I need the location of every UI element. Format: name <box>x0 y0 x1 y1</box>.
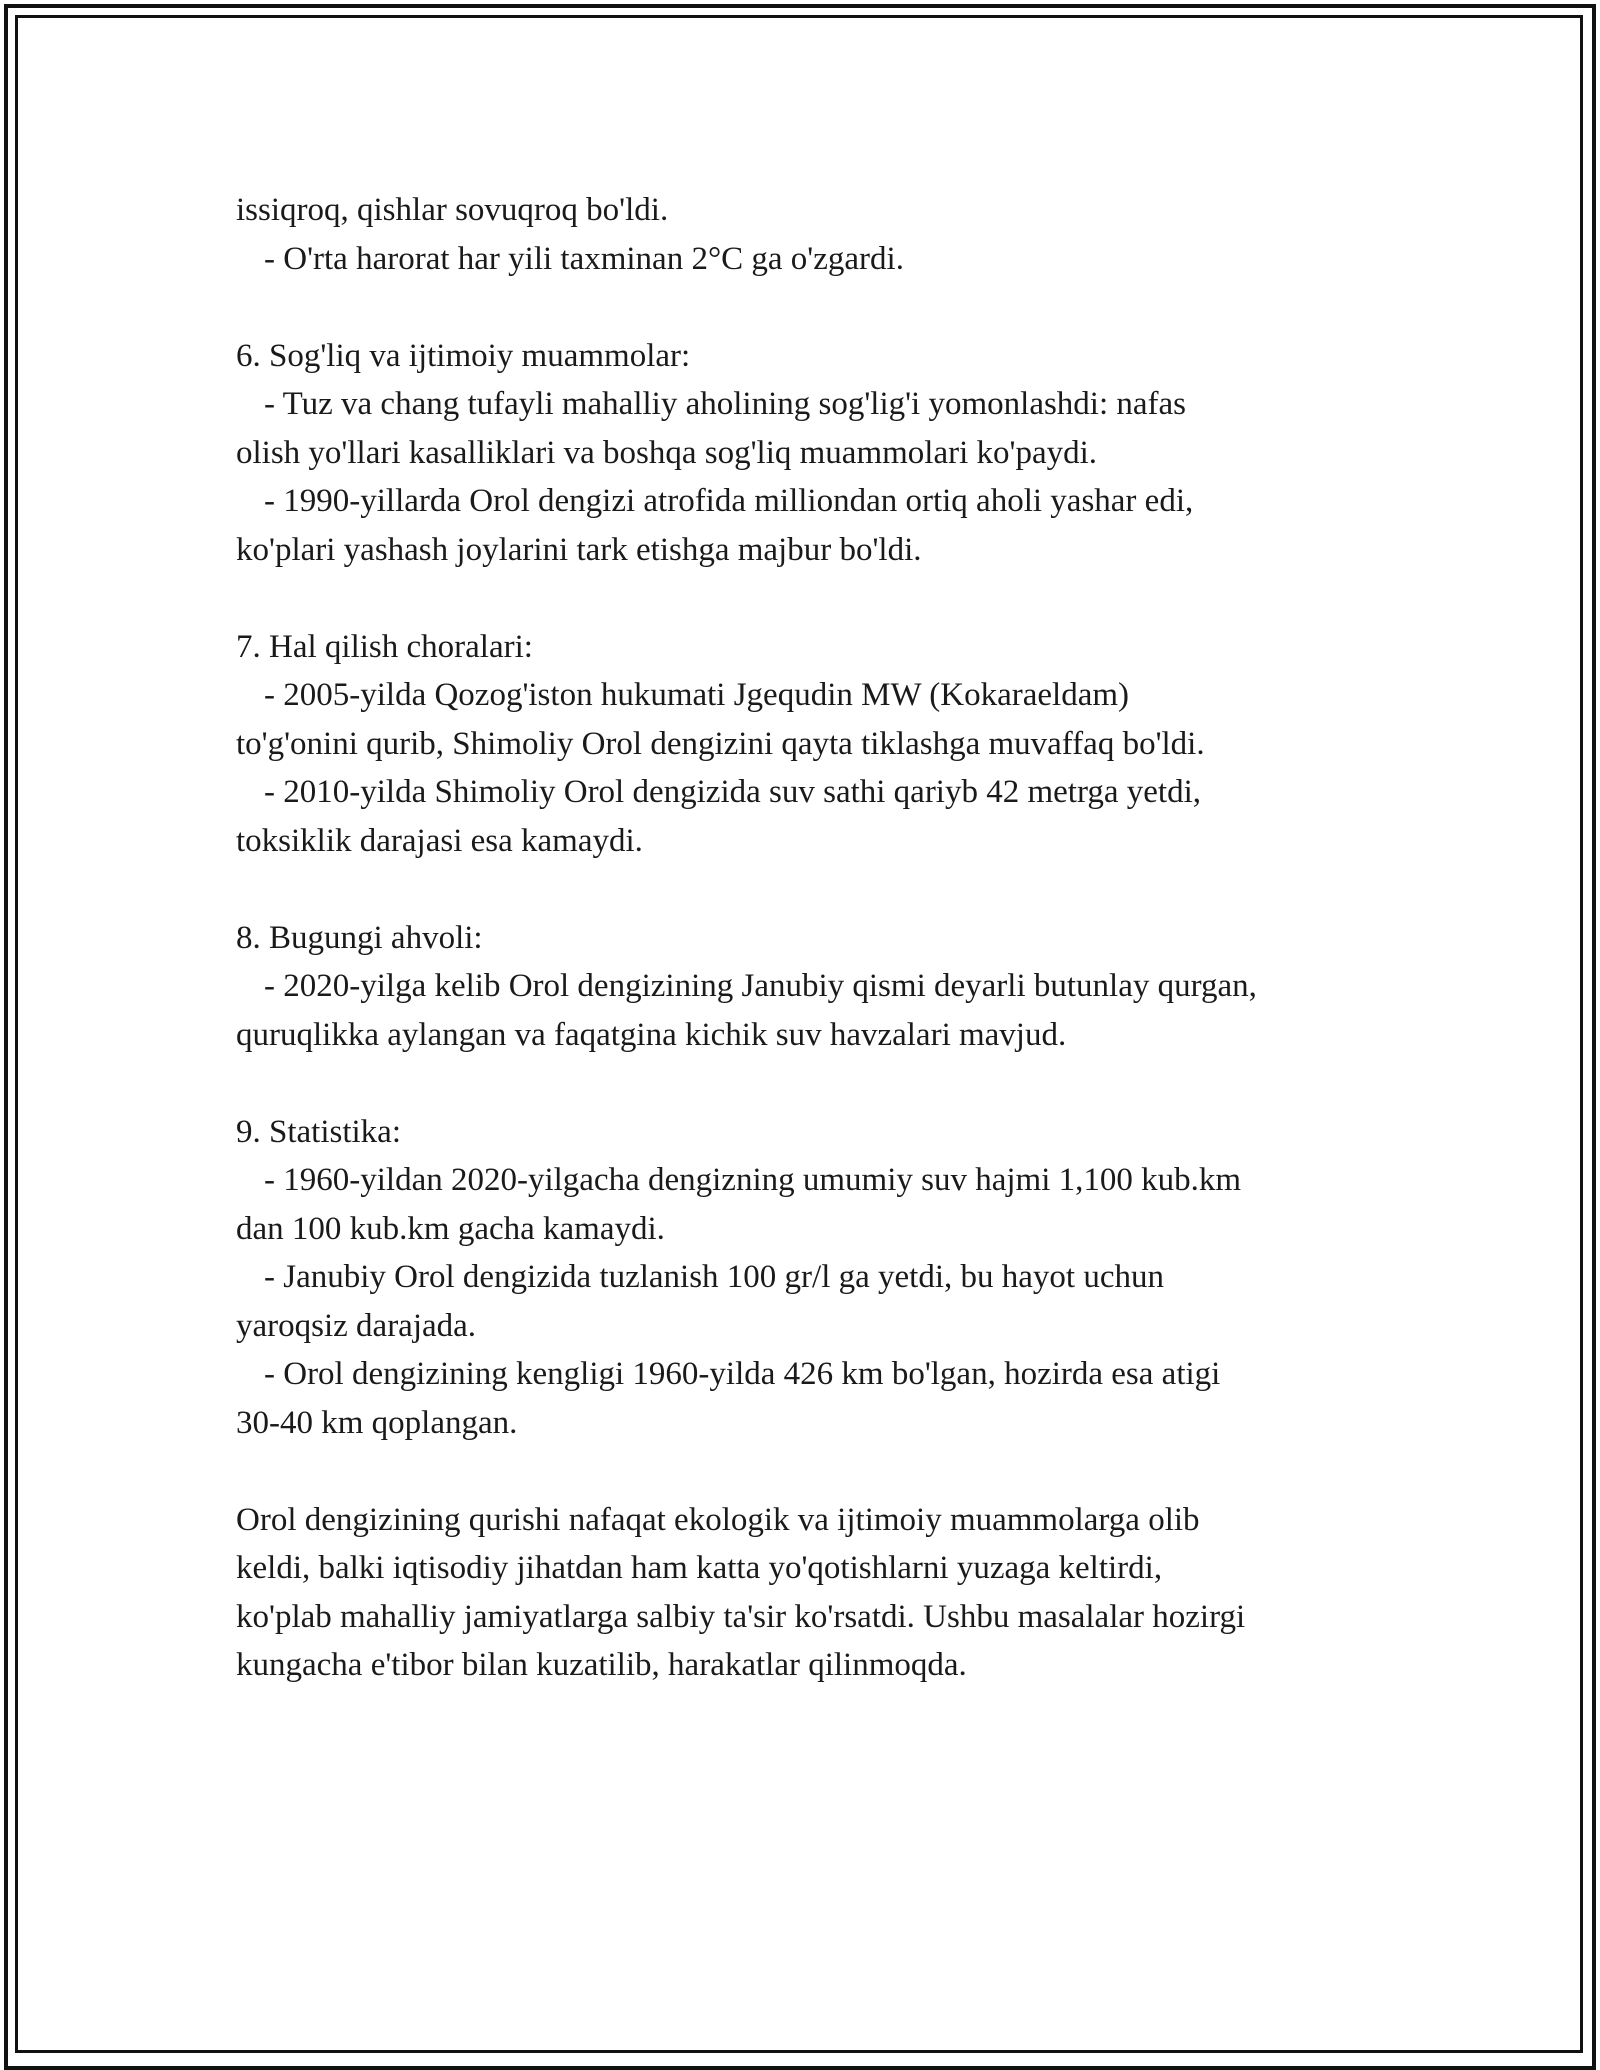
bullet-line: - Orol dengizining kengligi 1960-yilda 426 km bo'lgan, hozirda esa atigi <box>264 1356 1221 1392</box>
bullet-line: - Janubiy Orol dengizida tuzlanish 100 gr/l ga yetdi, bu hayot uchun <box>264 1259 1164 1295</box>
text-line: to'g'onini qurib, Shimoliy Orol dengizini qayta tiklashga muvaffaq bo'ldi. <box>236 725 1205 762</box>
text-line: quruqlikka aylangan va faqatgina kichik suv havzalari mavjud. <box>236 1016 1067 1053</box>
document-body <box>236 186 1406 1690</box>
conclusion-line: keldi, balki iqtisodiy jihatdan ham katta yo'qotishlarni yuzaga keltirdi, <box>236 1550 1163 1586</box>
section-heading: 8. Bugungi ahvoli: <box>236 919 483 956</box>
bullet-line: - 1960-yildan 2020-yilgacha dengizning umumiy suv hajmi 1,100 kub.km <box>264 1162 1242 1198</box>
bullet-line: - 2020-yilga kelib Orol dengizining Janubiy qismi deyarli butunlay qurgan, <box>264 968 1257 1004</box>
section-heading: 7. Hal qilish choralari: <box>236 628 533 665</box>
text-line: 30-40 km qoplangan. <box>236 1404 518 1441</box>
text-line: ko'plari yashash joylarini tark etishga majbur bo'ldi. <box>236 531 922 568</box>
bullet-line: - 2005-yilda Qozog'iston hukumati Jgequdin MW (Kokaraeldam) <box>264 677 1129 713</box>
conclusion-line: ko'plab mahalliy jamiyatlarga salbiy ta'sir ko'rsatdi. Ushbu masalalar hozirgi <box>236 1598 1246 1635</box>
bullet-line: - 2010-yilda Shimoliy Orol dengizida suv sathi qariyb 42 metrga yetdi, <box>264 774 1201 810</box>
bullet-line: - O'rta harorat har yili taxminan 2°C ga o'zgardi. <box>264 240 904 277</box>
text-line: toksiklik darajasi esa kamaydi. <box>236 822 643 859</box>
section-heading: 9. Statistika: <box>236 1113 401 1150</box>
spacer <box>236 1059 1406 1108</box>
section-heading: 6. Sog'liq va ijtimoiy muammolar: <box>236 337 691 374</box>
spacer <box>236 1447 1406 1496</box>
spacer <box>236 574 1406 623</box>
spacer <box>236 283 1406 332</box>
text-line: issiqroq, qishlar sovuqroq bo'ldi. <box>236 192 669 228</box>
bullet-line: - 1990-yillarda Orol dengizi atrofida milliondan ortiq aholi yashar edi, <box>264 483 1194 519</box>
conclusion-line: Orol dengizining qurishi nafaqat ekologik va ijtimoiy muammolarga olib <box>236 1501 1200 1538</box>
text-line: dan 100 kub.km gacha kamaydi. <box>236 1210 665 1247</box>
text-line: olish yo'llari kasalliklari va boshqa sog'liq muammolari ko'paydi. <box>236 434 1098 471</box>
spacer <box>236 865 1406 914</box>
conclusion-line: kungacha e'tibor bilan kuzatilib, harakatlar qilinmoqda. <box>236 1647 967 1683</box>
text-line: yaroqsiz darajada. <box>236 1307 477 1344</box>
bullet-line: - Tuz va chang tufayli mahalliy aholining sog'lig'i yomonlashdi: nafas <box>264 386 1187 422</box>
